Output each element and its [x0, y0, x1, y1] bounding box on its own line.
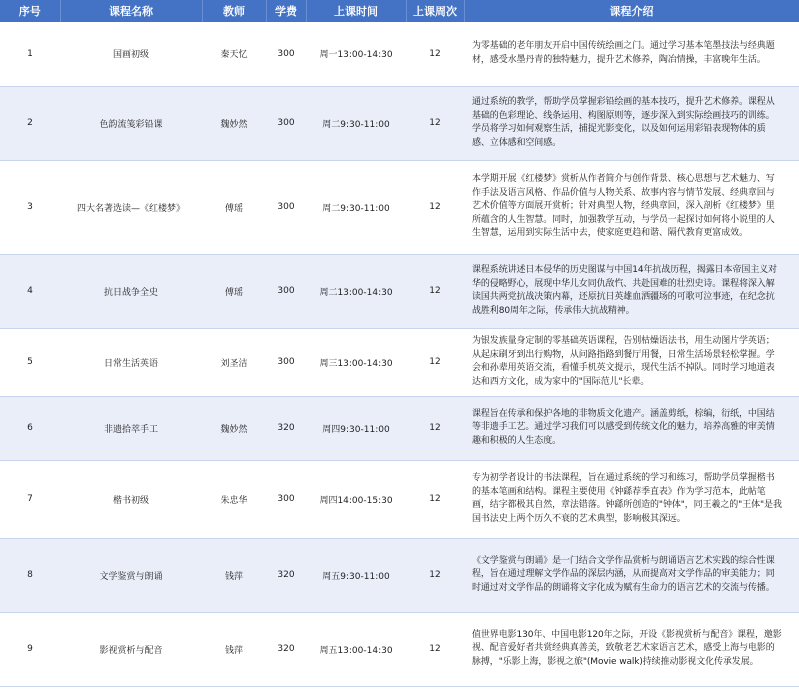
cell-course-name: 日常生活英语 — [60, 328, 202, 396]
cell-teacher: 傅瑶 — [202, 254, 266, 328]
cell-intro: 《文学鉴赏与朗诵》是一门结合文学作品赏析与朗诵语言艺术实践的综合性课程，旨在通过理解文学作品的深层内涵，从而提高对文学作品的审美能力；同时通过对文学作品的朗诵将文字化成为赋有生命力的语言艺术的交流与传播。 — [464, 538, 799, 612]
header-no: 序号 — [0, 0, 60, 22]
cell-time: 周五13:00-14:30 — [306, 612, 406, 686]
cell-course-name: 楷书初级 — [60, 460, 202, 538]
cell-intro: 课程系统讲述日本侵华的历史图谋与中国14年抗战历程，揭露日本帝国主义对华的侵略野心，展现中华儿女同仇敌忾、共赴国难的壮烈史诗。课程将深入解读国共两党抗战决策内幕，还原抗日英雄血洒疆场的可歌可泣事迹，在纪念抗战胜利80周年之际，传承伟大抗战精神。 — [464, 254, 799, 328]
cell-teacher: 钱萍 — [202, 538, 266, 612]
table-row — [0, 254, 799, 328]
cell-teacher: 傅瑶 — [202, 160, 266, 254]
cell-teacher: 魏妙然 — [202, 396, 266, 460]
cell-weeks: 12 — [406, 86, 464, 160]
cell-course-name: 非遗拾萃手工 — [60, 396, 202, 460]
cell-weeks: 12 — [406, 612, 464, 686]
cell-time: 周四14:00-15:30 — [306, 460, 406, 538]
cell-fee: 320 — [266, 396, 306, 460]
cell-intro: 专为初学者设计的书法课程，旨在通过系统的学习和练习，帮助学员掌握楷书的基本笔画和结构。课程主要使用《钟繇荐季直表》作为学习范本，此帖笔画，结字都极其自然，章法错落。钟繇所创造的"钟体"，同王羲之的"王体"是我国书法史上两个历久不衰的艺术典型，影响极其深远。 — [464, 460, 799, 538]
cell-time: 周二9:30-11:00 — [306, 160, 406, 254]
cell-course-name: 文学鉴赏与朗诵 — [60, 538, 202, 612]
cell-fee: 320 — [266, 538, 306, 612]
header-weeks: 上课周次 — [406, 0, 464, 22]
table-row — [0, 328, 799, 396]
cell-weeks: 12 — [406, 460, 464, 538]
cell-intro: 值世界电影130年、中国电影120年之际，开设《影视赏析与配音》课程，邀影视、配音爱好者共赏经典真善美，致敬老艺术家语言艺术，感受上海与电影的脉搏，"乐影上海，影视之旅"(Movie walk)持续推动影视文化传承发展。 — [464, 612, 799, 686]
cell-intro: 课程旨在传承和保护各地的非物质文化遗产。涵盖剪纸，棕编，衍纸，中国结等非遗手工艺。通过学习我们可以感受到传统文化的魅力，培养高雅的审美情趣和积极的人生态度。 — [464, 396, 799, 460]
cell-time: 周四9:30-11:00 — [306, 396, 406, 460]
table-row — [0, 460, 799, 538]
cell-no: 4 — [0, 254, 60, 328]
table-row — [0, 160, 799, 254]
header-time: 上课时间 — [306, 0, 406, 22]
cell-course-name: 抗日战争全史 — [60, 254, 202, 328]
cell-time: 周一13:00-14:30 — [306, 22, 406, 86]
cell-intro: 为银发族量身定制的零基础英语课程，告别枯燥语法书，用生动图片学英语；从起床刷牙到出行购物，从问路指路到餐厅用餐，日常生活场景轻松掌握。学会和孙辈用英语交流，看懂手机英文提示，现代生活不掉队。同时学习地道表达和西方文化，成为家中的"国际范儿"长辈。 — [464, 328, 799, 396]
header-course-name: 课程名称 — [60, 0, 202, 22]
cell-fee: 300 — [266, 460, 306, 538]
cell-no: 3 — [0, 160, 60, 254]
cell-teacher: 钱萍 — [202, 612, 266, 686]
cell-course-name: 四大名著选读—《红楼梦》 — [60, 160, 202, 254]
cell-no: 7 — [0, 460, 60, 538]
cell-no: 5 — [0, 328, 60, 396]
table-row — [0, 22, 799, 86]
table-row — [0, 612, 799, 686]
cell-teacher: 魏妙然 — [202, 86, 266, 160]
cell-weeks: 12 — [406, 538, 464, 612]
cell-time: 周二13:00-14:30 — [306, 254, 406, 328]
cell-teacher: 秦天忆 — [202, 22, 266, 86]
header-fee: 学费 — [266, 0, 306, 22]
cell-weeks: 12 — [406, 396, 464, 460]
cell-course-name: 影视赏析与配音 — [60, 612, 202, 686]
cell-time: 周三13:00-14:30 — [306, 328, 406, 396]
cell-weeks: 12 — [406, 22, 464, 86]
cell-teacher: 朱忠华 — [202, 460, 266, 538]
cell-course-name: 色韵流笺彩铅课 — [60, 86, 202, 160]
table-row — [0, 396, 799, 460]
cell-no: 6 — [0, 396, 60, 460]
cell-intro: 通过系统的教学，帮助学员掌握彩铅绘画的基本技巧，提升艺术修养。课程从基础的色彩理论、线条运用、构图原则等，逐步深入到实际绘画技巧的训练。学员将学习如何观察生活，捕捉光影变化，以及如何运用彩铅表现物体的质感、立体感和空间感。 — [464, 86, 799, 160]
cell-no: 1 — [0, 22, 60, 86]
cell-fee: 300 — [266, 328, 306, 396]
cell-time: 周二9:30-11:00 — [306, 86, 406, 160]
cell-fee: 300 — [266, 160, 306, 254]
cell-fee: 300 — [266, 22, 306, 86]
header-row — [0, 0, 799, 22]
cell-fee: 300 — [266, 254, 306, 328]
cell-intro: 为零基础的老年朋友开启中国传统绘画之门。通过学习基本笔墨技法与经典题材，感受水墨丹青的独特魅力，提升艺术修养，陶冶情操，丰富晚年生活。 — [464, 22, 799, 86]
cell-intro: 本学期开展《红楼梦》赏析从作者简介与创作背景、核心思想与艺术魅力、写作手法及语言风格、作品价值与人物关系、故事内容与情节发展、经典章回与艺术价值等方面展开赏析；针对典型人物，经典章回，深入剖析《红楼梦》里所蕴含的人生智慧。同时，加强教学互动，与学员一起探讨如何将小说里的人生智慧，运用到实际生活中去，使家庭更趋和谐、隔代教育更富成效。 — [464, 160, 799, 254]
cell-weeks: 12 — [406, 328, 464, 396]
cell-no: 2 — [0, 86, 60, 160]
cell-no: 9 — [0, 612, 60, 686]
cell-weeks: 12 — [406, 160, 464, 254]
cell-no: 8 — [0, 538, 60, 612]
cell-course-name: 国画初级 — [60, 22, 202, 86]
cell-fee: 320 — [266, 612, 306, 686]
cell-time: 周五9:30-11:00 — [306, 538, 406, 612]
table-row — [0, 86, 799, 160]
header-teacher: 教师 — [202, 0, 266, 22]
cell-weeks: 12 — [406, 254, 464, 328]
cell-teacher: 刘圣洁 — [202, 328, 266, 396]
header-intro: 课程介绍 — [464, 0, 799, 22]
table-row — [0, 538, 799, 612]
cell-fee: 300 — [266, 86, 306, 160]
